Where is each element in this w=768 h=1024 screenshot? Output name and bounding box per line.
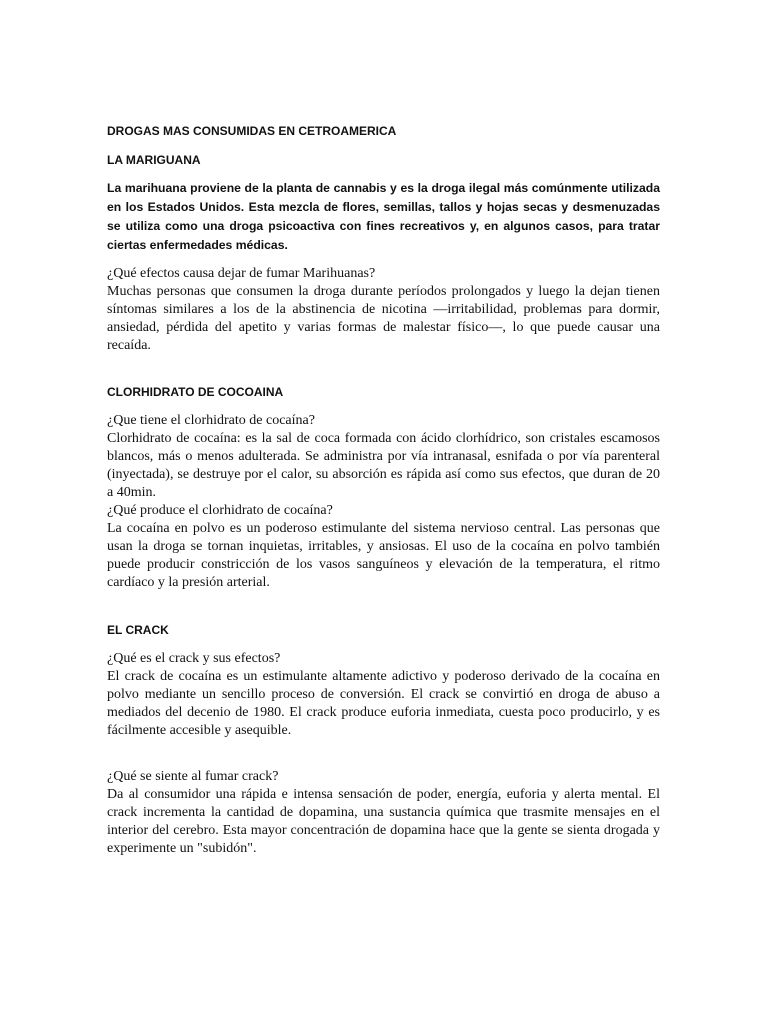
section-heading-cocaine-hydrochloride: CLORHIDRATO DE COCOAINA (107, 385, 284, 399)
section-heading-crack: EL CRACK (107, 623, 169, 637)
marijuana-answer-1: Muchas personas que consumen la droga durante períodos prolongados y luego la dejan tienen síntomas similares a los de la abstinencia de nicotina —irritabilidad, problemas para dormir, ansiedad, pérdida del apetito y varias formas de malestar físico—, lo que puede causar una recaída. (107, 284, 660, 353)
crack-answer-2: Da al consumidor una rápida e intensa sensación de poder, energía, euforia y alerta mental. El crack incrementa la cantidad de dopamina, una sustancia química que trasmite mensajes en el interior del cerebro. Esta mayor concentración de dopamina hace que la gente se sienta drogada y experimente un "subidón". (107, 787, 660, 856)
cocaine-answer-1: Clorhidrato de cocaína: es la sal de coca formada con ácido clorhídrico, son cristales escamosos blancos, más o menos adulterada. Se administra por vía intranasal, esnifada o por vía parenteral (inyectada), se destruye por el calor, su absorción es rápida así como sus efectos, que duran de 20 a 40min. (107, 431, 660, 500)
cocaine-question-2: ¿Qué produce el clorhidrato de cocaína? (107, 503, 333, 518)
crack-question-1: ¿Qué es el crack y sus efectos? (107, 651, 281, 666)
cocaine-question-1: ¿Que tiene el clorhidrato de cocaína? (107, 413, 315, 428)
section-heading-marijuana: LA MARIGUANA (107, 153, 201, 167)
marijuana-intro-paragraph: La marihuana proviene de la planta de cannabis y es la droga ilegal más comúnmente utilizada en los Estados Unidos. Esta mezcla de flores, semillas, tallos y hojas secas y desmenuzadas se utiliza como una droga psicoactiva con fines recreativos y, en algunos casos, para tratar ciertas enfermedades médicas. (107, 181, 660, 252)
cocaine-answer-2: La cocaína en polvo es un poderoso estimulante del sistema nervioso central. Las personas que usan la droga se tornan inquietas, irritables, y ansiosas. El uso de la cocaína en polvo también puede producir constricción de los vasos sanguíneos y elevación de la temperatura, el ritmo cardíaco y la presión arterial. (107, 521, 660, 590)
crack-question-2: ¿Qué se siente al fumar crack? (107, 769, 279, 784)
document-title: DROGAS MAS CONSUMIDAS EN CETROAMERICA (107, 124, 397, 138)
marijuana-question-1: ¿Qué efectos causa dejar de fumar Marihuanas? (107, 266, 376, 281)
crack-answer-1: El crack de cocaína es un estimulante altamente adictivo y poderoso derivado de la cocaína en polvo mediante un sencillo proceso de conversión. El crack se convirtió en droga de abuso a mediados del decenio de 1980. El crack produce euforia inmediata, cuesta poco producirlo, y es fácilmente accesible y asequible. (107, 669, 660, 738)
